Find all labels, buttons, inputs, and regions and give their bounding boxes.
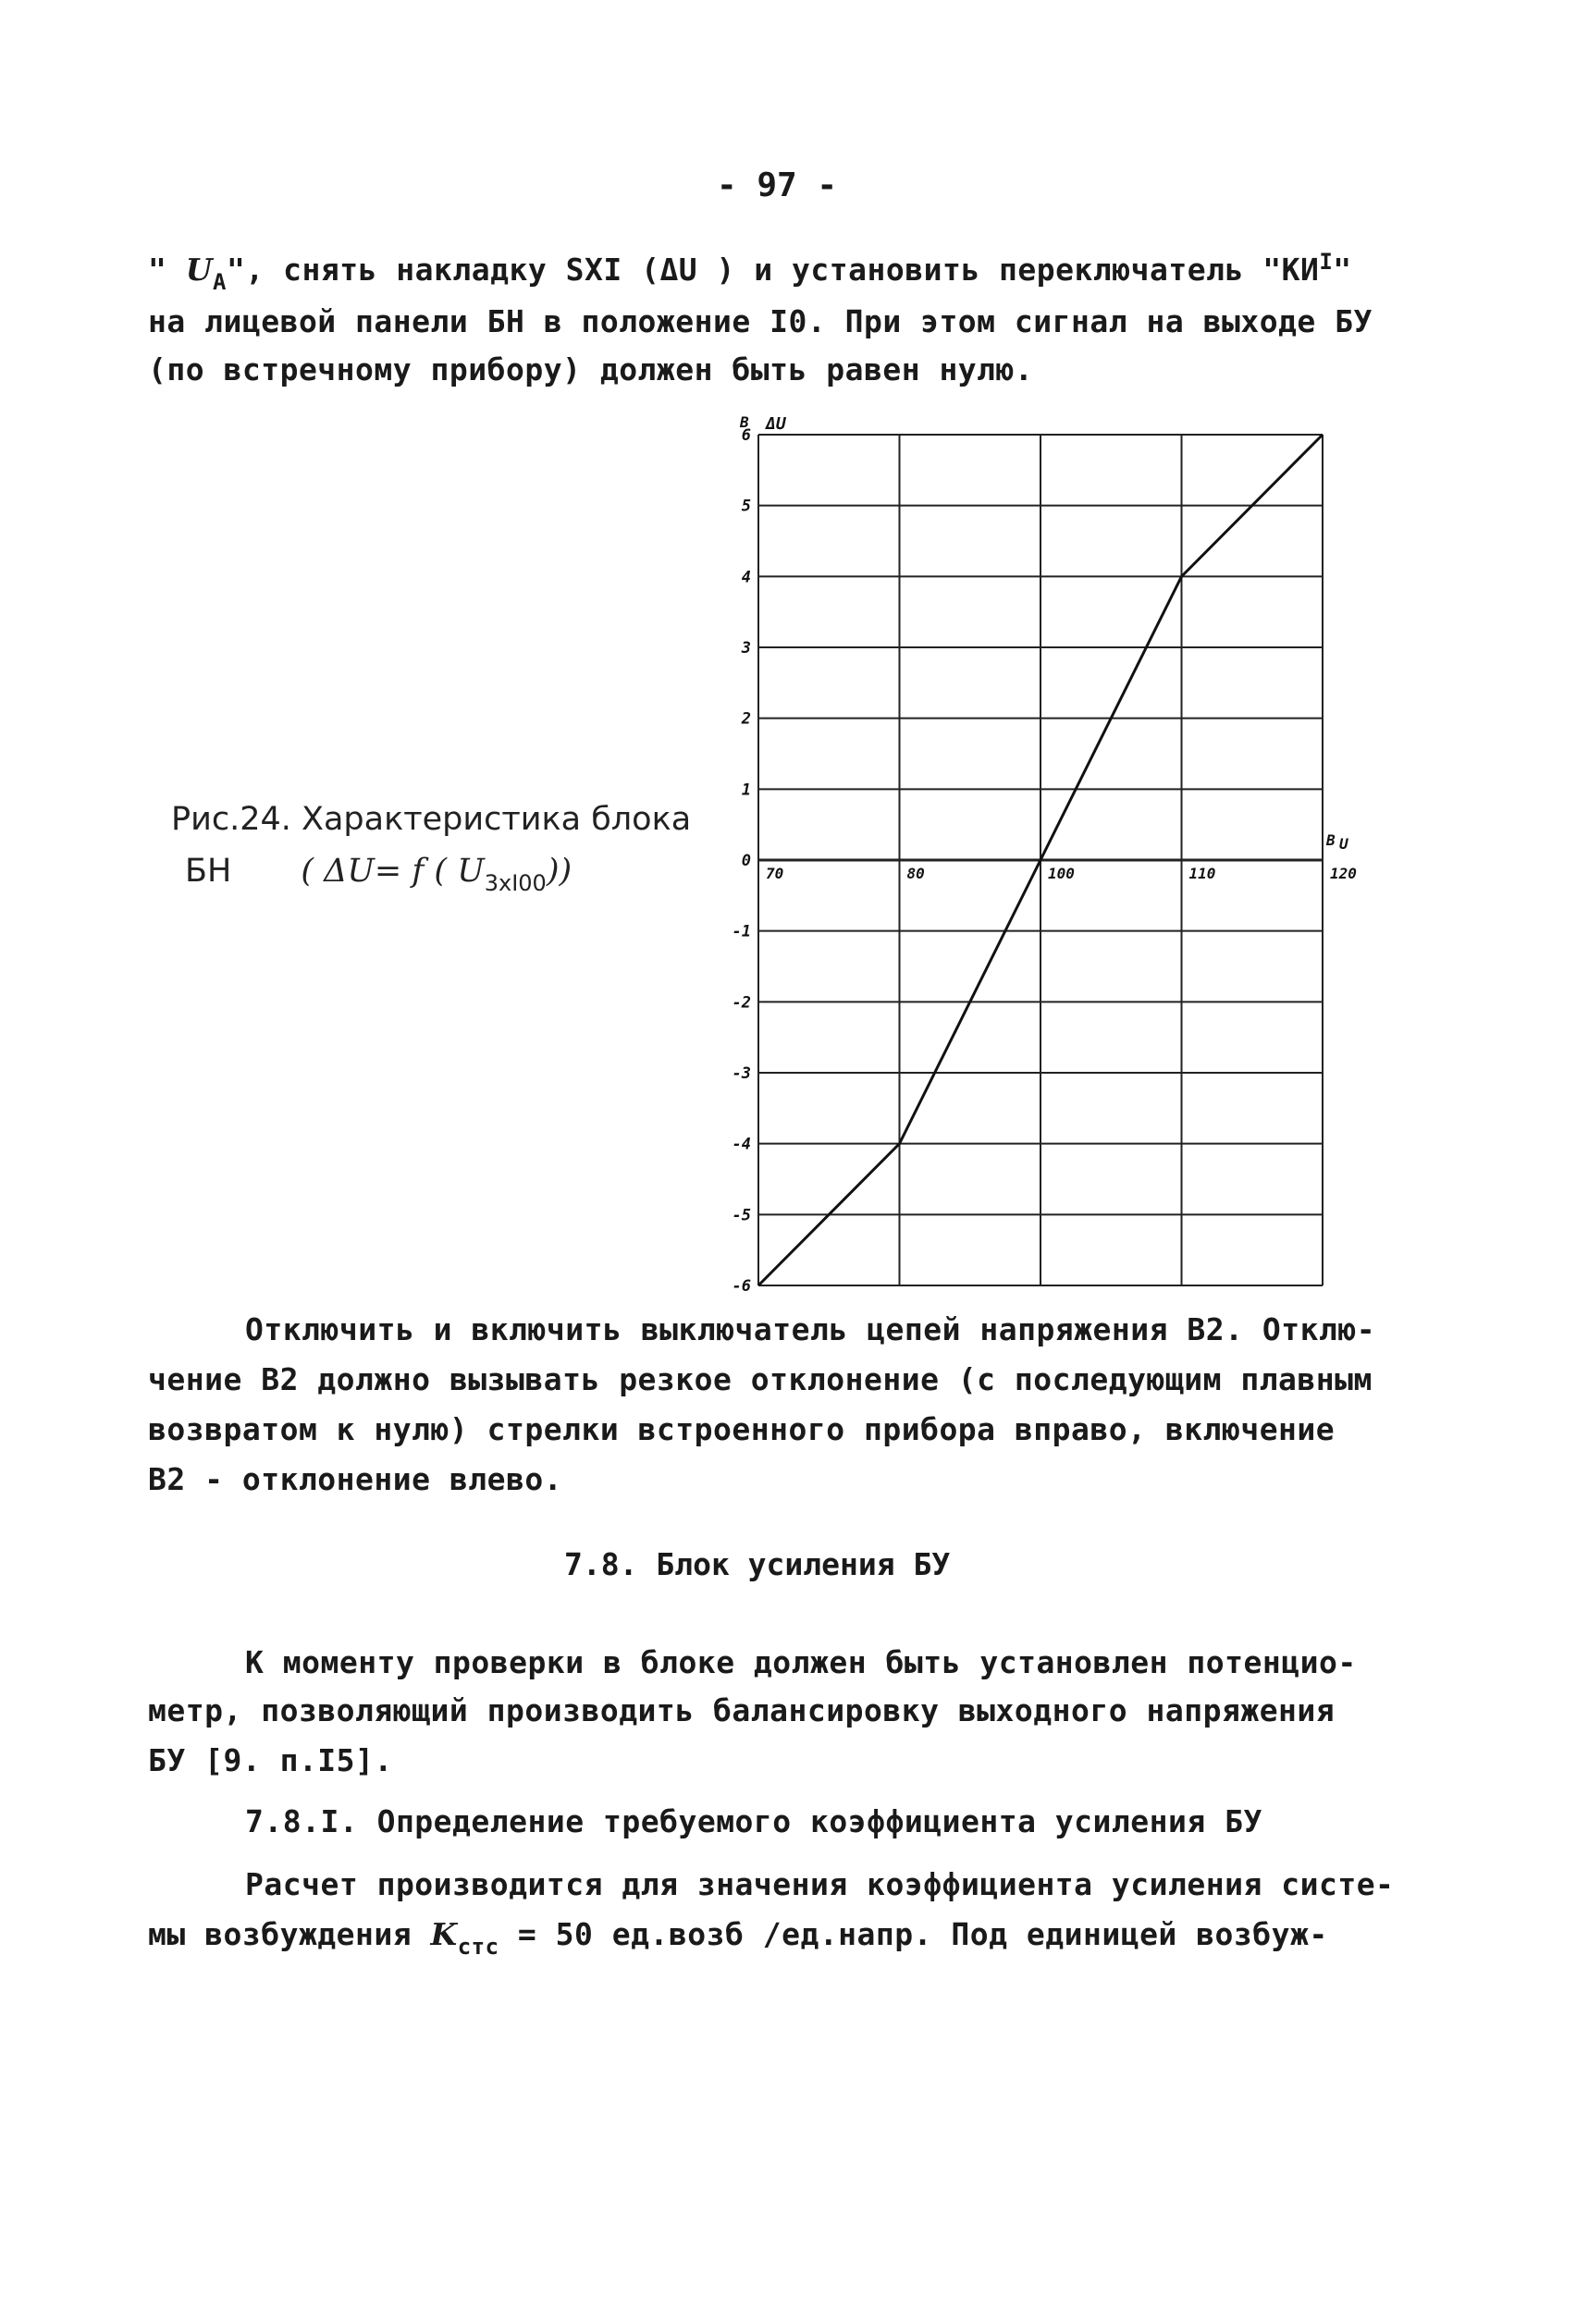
paragraph-1-line-1-text: ", снять накладку SXI (ΔU ) и установить переключатель "КИ	[226, 252, 1320, 288]
y-tick-label: 3	[741, 639, 751, 658]
y-tick-label: -5	[732, 1206, 751, 1225]
symbol-u-subscript: A	[213, 269, 227, 295]
page-number: - 97 -	[717, 166, 838, 204]
quote-open: "	[148, 252, 186, 288]
symbol-u: U	[185, 252, 214, 288]
y-axis-symbol: ΔU	[766, 414, 786, 434]
figure-caption-formula-subscript: 3xI00	[484, 870, 547, 896]
characteristic-chart	[731, 407, 1397, 1313]
x-tick-label: 110	[1188, 865, 1216, 882]
y-tick-label: 4	[741, 568, 751, 587]
paragraph-4-line-2-start: мы возбуждения	[148, 1916, 431, 1952]
x-tick-label: 80	[906, 865, 925, 882]
x-tick-label: 120	[1330, 865, 1357, 882]
section-heading: 7.8. Блок усиления БУ	[564, 1546, 951, 1582]
paragraph-3-line-1: К моменту проверки в блоке должен быть установлен потенцио-	[245, 1644, 1357, 1680]
x-tick-label: 100	[1048, 865, 1075, 882]
paragraph-2-line-1: Отключить и включить выключатель цепей напряжения В2. Отклю-	[245, 1311, 1376, 1347]
y-tick-label: -4	[732, 1135, 751, 1154]
ki-superscript: I	[1319, 249, 1334, 275]
figure-caption-line-1: Рис.24. Характеристика блока	[171, 801, 692, 838]
paragraph-4-line-2	[148, 1916, 1328, 1960]
paragraph-2-line-2: чение В2 должно вызывать резкое отклонение (с последующим плавным	[148, 1361, 1373, 1397]
symbol-k: K	[430, 1916, 458, 1952]
paragraph-1-line-2: на лицевой панели БН в положение I0. При этом сигнал на выходе БУ	[148, 303, 1373, 339]
paragraph-1-line-1	[148, 249, 1352, 295]
x-tick-label: 70	[766, 865, 784, 882]
figure-caption-formula: ( ΔU= f ( U	[301, 853, 485, 890]
y-tick-label: -2	[732, 993, 751, 1013]
y-tick-label: 0	[741, 852, 751, 870]
y-tick-label: 5	[741, 497, 751, 516]
quote-close: "	[1333, 252, 1352, 288]
y-tick-label: 1	[741, 781, 751, 800]
y-tick-label: 2	[741, 709, 751, 729]
y-tick-label: -1	[732, 922, 751, 941]
paragraph-4-line-1: Расчет производится для значения коэффициента усиления систе-	[245, 1866, 1395, 1902]
figure-caption-line-2	[185, 849, 572, 896]
y-tick-label: -3	[732, 1064, 751, 1083]
y-axis-unit: В	[740, 413, 749, 431]
paragraph-1-line-3: (по встречному прибору) должен быть равен нулю.	[148, 351, 1034, 387]
figure-caption-formula-close: ))	[546, 853, 573, 890]
symbol-k-subscript: стс	[457, 1934, 499, 1960]
y-tick-label: 6	[741, 426, 751, 445]
x-axis-symbol: U	[1339, 835, 1348, 853]
paragraph-4-line-2-end: = 50 ед.возб /ед.напр. Под единицей возбуж-	[499, 1916, 1328, 1952]
paragraph-3-line-3: БУ [9. п.I5].	[148, 1742, 393, 1778]
figure-caption-bn: БН	[185, 853, 232, 890]
subsection-heading: 7.8.I. Определение требуемого коэффициента усиления БУ	[245, 1803, 1262, 1839]
x-axis-unit: В	[1326, 831, 1336, 849]
paragraph-3-line-2: метр, позволяющий производить балансировку выходного напряжения	[148, 1692, 1336, 1728]
y-tick-label: -6	[732, 1277, 751, 1296]
paragraph-2-line-3: возвратом к нулю) стрелки встроенного прибора вправо, включение	[148, 1411, 1336, 1447]
paragraph-2-line-4: В2 - отклонение влево.	[148, 1461, 563, 1497]
